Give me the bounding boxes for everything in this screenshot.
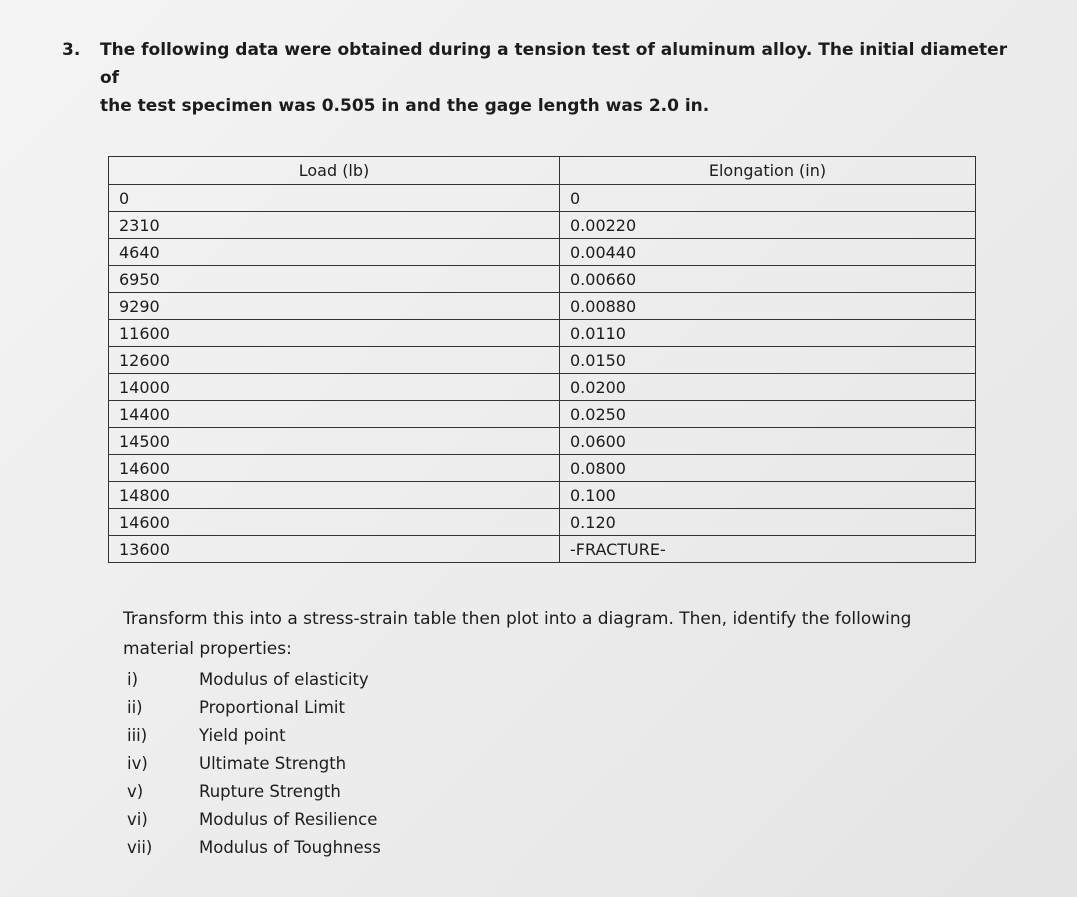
load-cell: 14400 [109, 401, 560, 428]
question-number: 3. [62, 40, 81, 60]
instructions-line-2: material properties: [123, 639, 292, 659]
load-cell: 14800 [109, 482, 560, 509]
instructions-line-1: Transform this into a stress-strain table then plot into a diagram. Then, identify the following [123, 609, 912, 629]
table-row [109, 401, 976, 428]
list-item-label: Modulus of Toughness [199, 838, 381, 857]
list-item [125, 666, 381, 694]
table-row [109, 266, 976, 293]
load-cell: 0 [109, 185, 560, 212]
table-row [109, 455, 976, 482]
list-item-number: v) [127, 782, 144, 801]
list-item-label: Proportional Limit [199, 698, 345, 717]
table-header-row [109, 157, 976, 185]
table-row [109, 428, 976, 455]
list-item-number: vii) [127, 838, 153, 857]
elongation-cell: 0.0250 [560, 401, 976, 428]
list-item [125, 722, 381, 750]
elongation-cell: 0.0110 [560, 320, 976, 347]
list-item-label: Modulus of elasticity [199, 670, 369, 689]
load-elongation-table [108, 156, 976, 563]
list-item [125, 806, 381, 834]
list-item-label: Yield point [199, 726, 286, 745]
table-row [109, 374, 976, 401]
table-row [109, 320, 976, 347]
table-row [109, 347, 976, 374]
properties-list [125, 666, 381, 862]
elongation-cell: 0.0150 [560, 347, 976, 374]
load-cell: 4640 [109, 239, 560, 266]
load-cell: 14000 [109, 374, 560, 401]
question-block [62, 36, 1022, 120]
elongation-cell: 0.00440 [560, 239, 976, 266]
load-cell: 11600 [109, 320, 560, 347]
list-item-number: iii) [127, 726, 148, 745]
load-cell: 14600 [109, 509, 560, 536]
list-item-number: iv) [127, 754, 148, 773]
elongation-cell: 0.0800 [560, 455, 976, 482]
question-line-1: The following data were obtained during a tension test of aluminum alloy. The initial diameter of [100, 40, 1008, 88]
elongation-cell: 0.00660 [560, 266, 976, 293]
elongation-cell: 0.100 [560, 482, 976, 509]
load-cell: 14600 [109, 455, 560, 482]
list-item-number: i) [127, 670, 139, 689]
list-item [125, 694, 381, 722]
load-cell: 13600 [109, 536, 560, 563]
list-item-label: Ultimate Strength [199, 754, 347, 773]
list-item-number: vi) [127, 810, 148, 829]
table-row [109, 536, 976, 563]
elongation-cell: 0.00880 [560, 293, 976, 320]
list-item [125, 750, 381, 778]
load-cell: 2310 [109, 212, 560, 239]
list-item-label: Modulus of Resilience [199, 810, 378, 829]
load-cell: 6950 [109, 266, 560, 293]
table-row [109, 239, 976, 266]
elongation-cell: 0 [560, 185, 976, 212]
elongation-header: Elongation (in) [560, 157, 976, 185]
table-row [109, 185, 976, 212]
load-cell: 14500 [109, 428, 560, 455]
elongation-cell: 0.00220 [560, 212, 976, 239]
list-item [125, 834, 381, 862]
elongation-cell: 0.120 [560, 509, 976, 536]
elongation-cell: 0.0200 [560, 374, 976, 401]
table-row [109, 212, 976, 239]
load-header: Load (lb) [109, 157, 560, 185]
question-line-2: the test specimen was 0.505 in and the gage length was 2.0 in. [100, 96, 710, 116]
table-row [109, 293, 976, 320]
table-row [109, 509, 976, 536]
load-cell: 9290 [109, 293, 560, 320]
instructions [123, 604, 993, 664]
list-item [125, 778, 381, 806]
elongation-cell: 0.0600 [560, 428, 976, 455]
load-cell: 12600 [109, 347, 560, 374]
elongation-cell: -FRACTURE- [560, 536, 976, 563]
table-body [109, 185, 976, 563]
table-row [109, 482, 976, 509]
list-item-number: ii) [127, 698, 143, 717]
list-item-label: Rupture Strength [199, 782, 341, 801]
